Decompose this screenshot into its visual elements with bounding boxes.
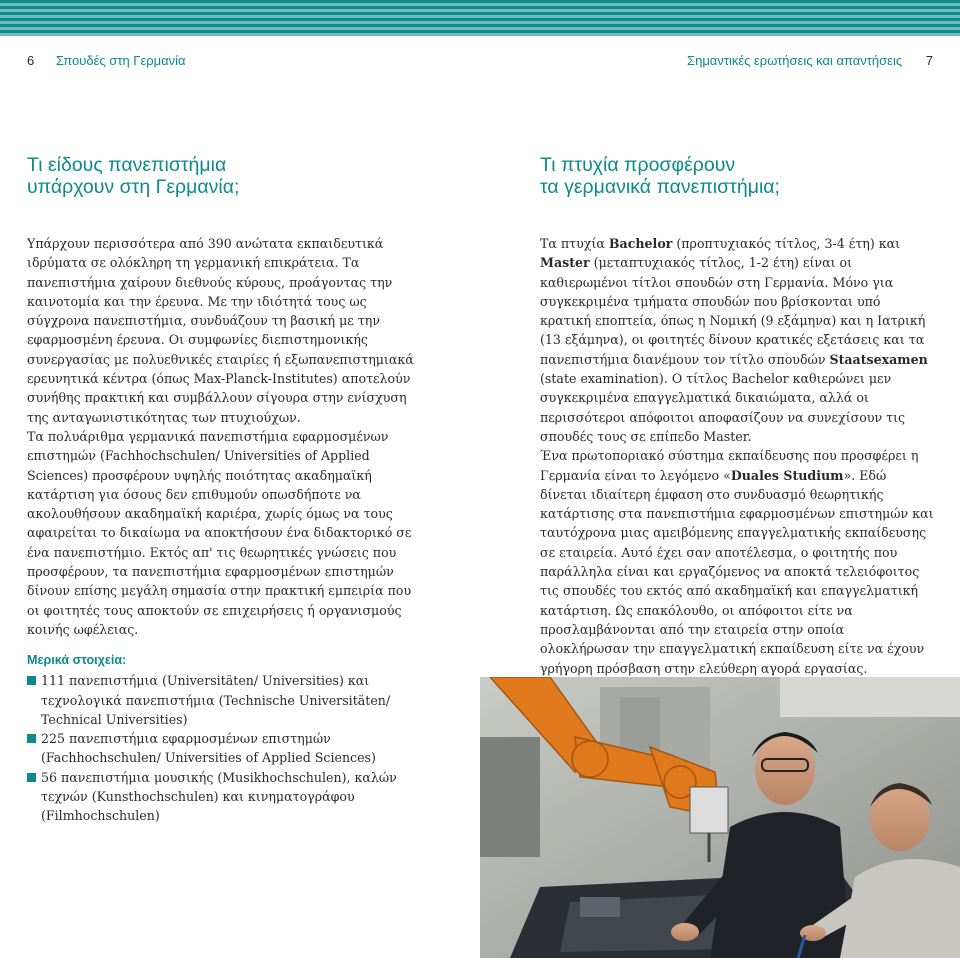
bachelor-term: Bachelor: [608, 236, 673, 251]
left-paragraph-1: Υπάρχουν περισσότερα από 390 ανώτατα εκπαιδευτικά ιδρύματα σε ολόκληρη τη γερμανική επικράτεια. Τα πανεπιστήμια χαίρουν διεθνούς κύρους, προάγοντας την καινοτομία και την έρευνα. Με την ιδιότητά τους ως σύγχρονα πανεπιστήμια, συνδυάζουν τη βασική με την εφαρμοσμένη έρευνα. Οι συμφωνίες διεπιστημονικής συνεργασίας με πολυεθνικές εταιρίες ή εξωπανεπιστημιακά ερευνητικά κέντρα (όπως Max-Planck-Institutes) αποτελούν συνήθης πρακτική και συμβάλλουν σίγουρα στην ενίσχυση της ανταγωνιστικότητας των πτυχιούχων.: [27, 236, 414, 425]
staatsexamen-term: Staatsexamen: [829, 351, 928, 367]
p1-text-g: (state examination). Ο τίτλος Bachelor καθιερώνει μεν συγκεκριμένα επαγγελματικά δικαιώματα, αλλά οι περισσότεροι απόφοιτοι αποφασίζουν να συνεχίσουν τις σπουδές τους σε επίπεδο Master.: [540, 371, 906, 444]
p1-text-c: (προπτυχιακός τίτλος, 3-4 έτη) και: [672, 236, 901, 251]
p1-text-a: Τα πτυχία: [540, 236, 609, 251]
photo-students-with-robot-arm-icon: [480, 677, 960, 958]
right-page-number: 7: [925, 53, 933, 68]
right-title-line1: Τι πτυχία προσφέρουν: [540, 154, 736, 176]
key-facts-list: [27, 671, 417, 825]
right-section-title: [540, 154, 780, 198]
left-title-line1: Τι είδους πανεπιστήμια: [27, 154, 227, 176]
p1-text-e: (μεταπτυχιακός τίτλος, 1-2 έτη) είναι οι καθιερωμένοι τίτλοι σπουδών στη Γερμανία. Μόνο για συγκεκριμένα τμήματα σπουδών που βρίσκονται υπό κρατική εποπτεία, όπως η Νομική (9 εξάμηνα) και η Ιατρική (13 εξάμηνα), οι φοιτητές δίνουν κρατικές εξετάσεις και τα πανεπιστήμια διανέμουν τον τίτλο σπουδών: [540, 255, 926, 367]
p2-text-a: Ένα πρωτοποριακό σύστημα εκπαίδευσης που προσφέρει η Γερμανία είναι το λεγόμενο «: [540, 448, 919, 483]
list-item-text: 111 πανεπιστήμια (Universitäten/ Universities) και τεχνολογικά πανεπιστήμια (Technische Universitäten/ Technical Universities): [41, 673, 391, 727]
left-column: [27, 234, 417, 826]
bullet-square-icon: [27, 734, 36, 743]
bullet-square-icon: [27, 773, 36, 782]
top-stripe-band: [0, 0, 960, 36]
master-term: Master: [540, 255, 590, 271]
left-section-title: [27, 154, 239, 198]
list-item-text: 225 πανεπιστήμια εφαρμοσμένων επιστημών (Fachhochschulen/ Universities of Applied Sciences): [41, 731, 376, 766]
key-facts-title: Μερικά στοιχεία:: [27, 653, 127, 668]
list-item: [27, 768, 417, 826]
list-item-text: 56 πανεπιστήμια μουσικής (Musikhochschulen), καλών τεχνών (Kunsthochschulen) και κινηματογράφου (Filmhochschulen): [41, 769, 397, 824]
right-title-line2: τα γερμανικά πανεπιστήμια;: [540, 176, 780, 198]
left-page-number: 6: [27, 53, 35, 68]
bullet-square-icon: [27, 676, 36, 685]
left-paragraph-2: Τα πολυάριθμα γερμανικά πανεπιστήμια εφαρμοσμένων επιστημών (Fachhochschulen/ Universities of Applied Sciences) προσφέρουν υψηλής ποιότητας ακαδημαϊκή κατάρτιση για όσους δεν επιθυμούν οπωσδήποτε να ακολουθήσουν ακαδημαϊκή καριέρα, χωρίς όμως να τους αφαιρείται το δικαίωμα να αποκτήσουν ένα διδακτορικό σε ένα πανεπιστήμιο. Εκτός απ' τις θεωρητικές γνώσεις που προσφέρουν, τα πανεπιστήμια εφαρμοσμένων επιστημών δίνουν επίσης μεγάλη σημασία στην πρακτική εμπειρία που οι φοιτητές τους αποκτούν σε επιχειρήσεις ή οργανισμούς κοινής ωφέλειας.: [27, 428, 412, 637]
list-item: [27, 729, 417, 768]
left-running-header: [27, 53, 186, 68]
left-title-line2: υπάρχουν στη Γερμανία;: [27, 176, 240, 198]
left-running-title: Σπουδές στη Γερμανία: [55, 53, 186, 68]
list-item: [27, 671, 417, 729]
right-running-header: [687, 53, 933, 68]
photo-students-robot-arm: [480, 677, 960, 958]
right-running-title: Σημαντικές ερωτήσεις και απαντήσεις: [687, 53, 903, 68]
duales-studium-term: Duales Studium: [730, 467, 844, 483]
right-paragraph-1: [540, 234, 935, 446]
p2-text-c: ». Εδώ δίνεται ιδιαίτερη έμφαση στο συνδυασμό θεωρητικής κατάρτισης στα πανεπιστήμια εφαρμοσμένων επιστημών και ταυτόχρονα μιας αμειβόμενης επαγγελματικής εκπαίδευσης σε εταιρεία. Αυτό έχει σαν αποτέλεσμα, ο φοιτητής που παράλληλα είναι και εργαζόμενος να αποκτά τελειόφοιτος τις σπουδές του εκτός από ακαδημαϊκή και επαγγελματική κατάρτιση. Ως επακόλουθο, οι απόφοιτοι είτε να προσλαμβάνονται από την εταιρεία στην οποία ολοκλήρωσαν την επαγγελματική εκπαίδευση είτε να έχουν γρήγορη πρόσβαση στην ελεύθερη αγορά εργασίας.: [540, 467, 934, 676]
